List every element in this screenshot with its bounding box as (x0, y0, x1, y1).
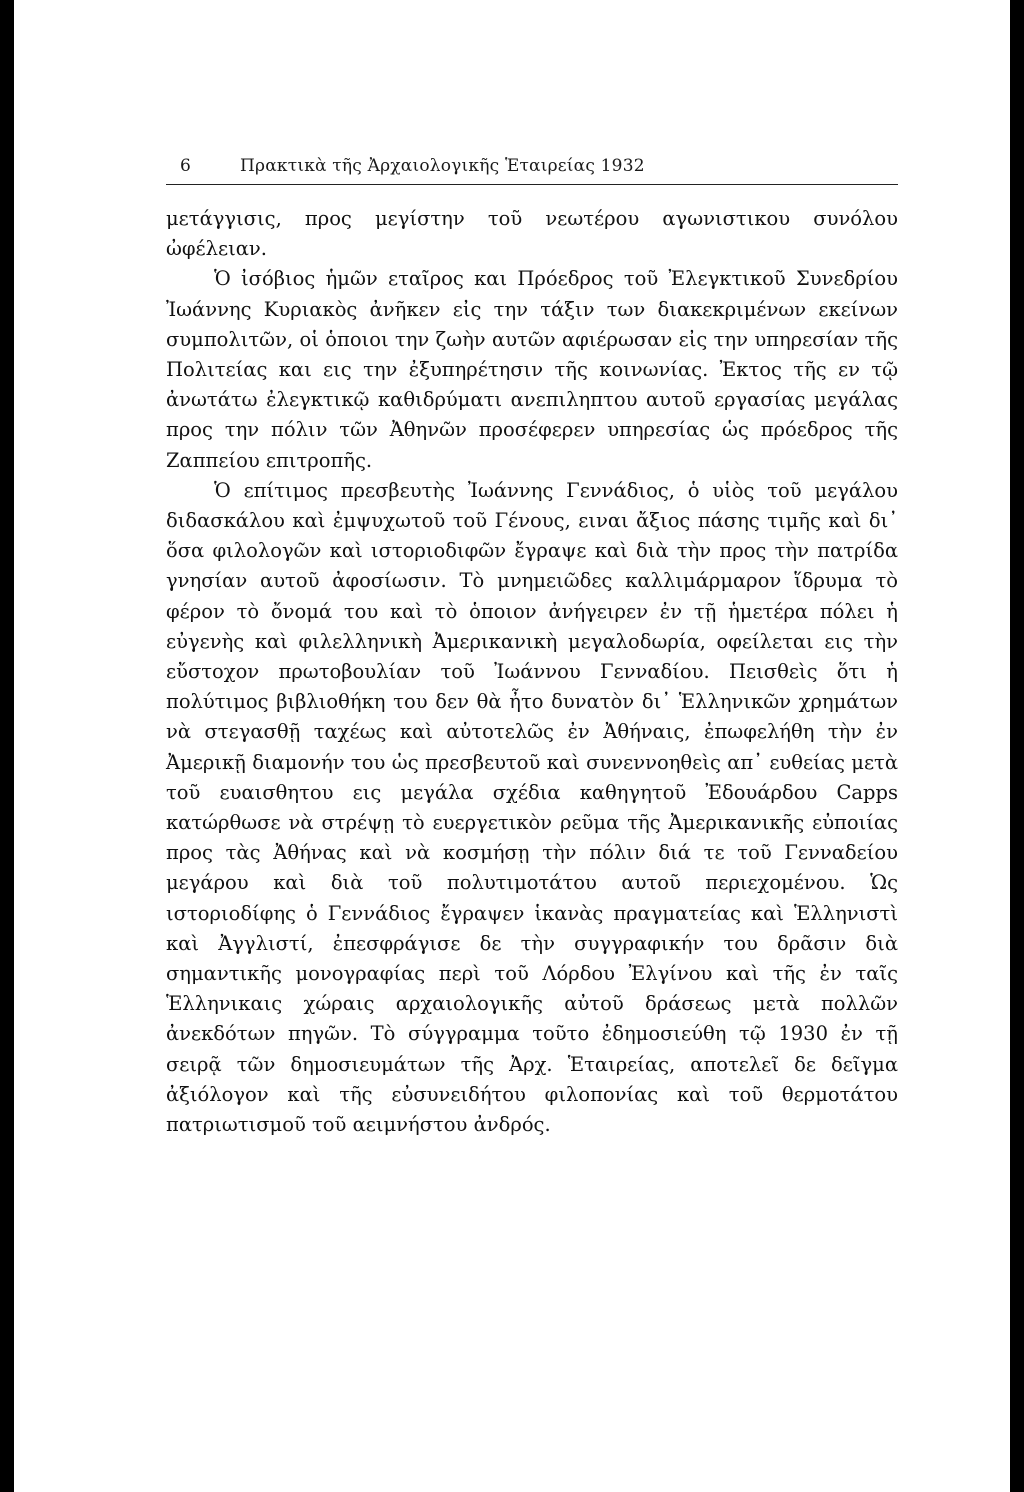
running-head (180, 156, 912, 180)
header-rule (166, 184, 898, 185)
body-text (166, 204, 898, 1140)
paragraph-kyriakos: Ὁ ἰσόβιος ἡμῶν εταῖρος και Πρόεδρος τοῦ Ἐλεγκτικοῦ Συνεδρίου Ἰωάννης Κυριακὸς ἀνῆκεν εἰς την τάξιν των διακεκριμένων εκείνων συμπολιτῶν, οἱ ὁποιοι την ζωὴν αυτῶν αφιέρωσαν εἰς την υπηρεσίαν τῆς Πολιτείας και εις την ἐξυπηρέτησιν τῆς κοινωνίας. Ἐκτος τῆς εν τῷ ἀνωτάτω ἐλεγκτικῷ καθιδρύματι ανεπιληπτου αυτοῦ εργασίας μεγάλας προς την πόλιν τῶν Ἀθηνῶν προσέφερεν υπηρεσίας ὡς πρόεδρος τῆς Ζαππείου επιτροπῆς. (166, 267, 898, 472)
paragraph-gennadios: Ὁ επίτιμος πρεσβευτὴς Ἰωάννης Γεννάδιος, ὁ υἱὸς τοῦ μεγάλου διδασκάλου καὶ ἐμψυχωτοῦ τοῦ Γένους, ειναι ἄξιος πάσης τιμῆς καὶ δι᾽ ὅσα φιλολογῶν καὶ ιστοριοδιφῶν ἔγραψε καὶ διὰ τὴν προς τὴν πατρίδα γνησίαν αυτοῦ ἀφοσίωσιν. Τὸ μνημειῶδες καλλιμάρμαρον ἵδρυμα τὸ φέρον τὸ ὄνομά του καὶ τὸ ὁποιον ἀνήγειρεν ἐν τῇ ἡμετέρα πόλει ἡ εὐγενὴς καὶ φιλελληνικὴ Ἀμερικανικὴ μεγαλοδωρία, οφείλεται εις τὴν εὔστοχον πρωτοβουλίαν τοῦ Ἰωάννου Γενναδίου. Πεισθεὶς ὅτι ἡ πολύτιμος βιβλιοθήκη του δεν θὰ ἦτο δυνατὸν δι᾽ Ἑλληνικῶν χρημάτων νὰ στεγασθῇ ταχέως καὶ αὐτοτελῶς ἐν Ἀθήναις, ἐπωφελήθη τὴν ἐν Ἀμερικῇ διαμονήν του ὡς πρεσβευτοῦ καὶ συνεννοηθεὶς απ᾽ ευθείας μετὰ τοῦ ευαισθητου εις μεγάλα σχέδια καθηγητοῦ Ἐδουάρδου Capps κατώρθωσε νὰ στρέψῃ τὸ ευεργετικὸν ρεῦμα τῆς Ἀμερικανικῆς εὐποιίας προς τὰς Ἀθήνας καὶ νὰ κοσμήσῃ τὴν πόλιν διά τε τοῦ Γενναδείου μεγάρου καὶ διὰ τοῦ πολυτιμοτάτου αυτοῦ περιεχομένου. Ὡς ιστοριοδίφης ὁ Γεννάδιος ἔγραψεν ἱκανὰς πραγματείας καὶ Ἑλληνιστὶ καὶ Ἀγγλιστί, ἐπεσφράγισε δε τὴν συγγραφικήν του δρᾶσιν διὰ σημαντικῆς μονογραφίας περὶ τοῦ Λόρδου Ἐλγίνου καὶ τῆς ἐν ταῖς Ἑλληνικαις χώραις αρχαιολογικῆς αὐτοῦ δράσεως μετὰ πολλῶν ἀνεκδότων πηγῶν. Τὸ σύγγραμμα τοῦτο ἐδημοσιεύθη τῷ 1930 ἐν τῇ σειρᾷ τῶν δημοσιευμάτων τῆς Ἀρχ. Ἑταιρείας, αποτελεῖ δε δεῖγμα ἀξιόλογον καὶ τῆς εὐσυνειδήτου φιλοπονίας καὶ τοῦ θερμοτάτου πατριωτισμοῦ τοῦ αειμνήστου ἀνδρός. (166, 478, 898, 1137)
paragraph-continuation: μετάγγισις, προς μεγίστην τοῦ νεωτέρου αγωνιστικου συνόλου ὠφέλειαν. (166, 207, 898, 261)
page-number: 6 (180, 156, 191, 176)
journal-title: Πρακτικὰ τῆς Ἀρχαιολογικῆς Ἑταιρείας 1932 (240, 156, 645, 176)
